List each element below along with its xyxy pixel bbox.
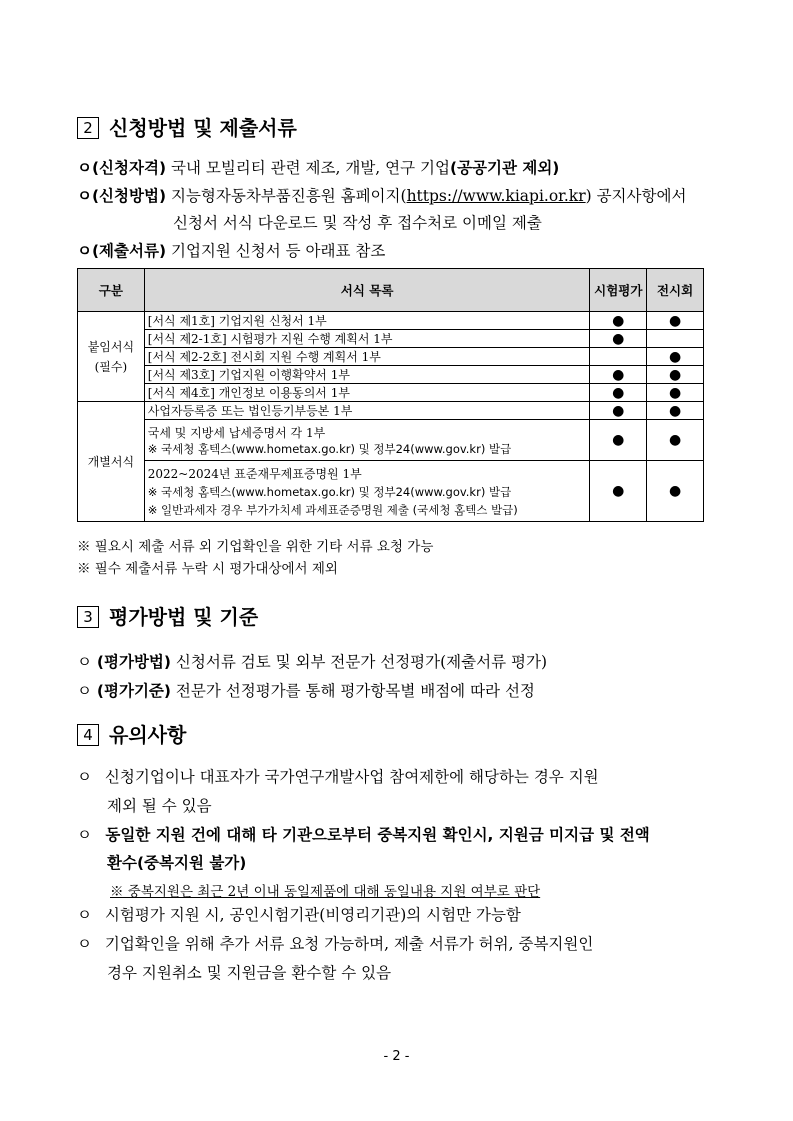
note: ※ 필수 제출서류 누락 시 평가대상에서 제외 (77, 561, 338, 577)
expo-mark: ● (647, 420, 704, 461)
header-category: 구분 (78, 269, 145, 312)
test-mark: ● (590, 312, 647, 330)
caution-text: 동일한 지원 건에 대해 타 기관으로부터 중복지원 확인시, 지원금 미지급 및 전액 (105, 826, 650, 844)
test-mark: ● (590, 461, 647, 522)
table-header-row (78, 269, 704, 312)
table-row (78, 420, 704, 461)
test-mark: ● (590, 384, 647, 402)
table-row (78, 461, 704, 522)
item-label: ㅇ(제출서류) (77, 242, 167, 260)
expo-mark: ● (647, 402, 704, 420)
item-method (77, 184, 686, 206)
item-text-bold: (공공기관 제외) (449, 159, 560, 177)
section-number-box: 4 (77, 724, 99, 746)
doc-note: ※ 국세청 홈텍스(www.hometax.go.kr) 및 정부24(www.gov.kr) 발급 (147, 484, 512, 499)
bullet-icon: ㅇ (77, 653, 92, 671)
bullet-icon: ㅇ (77, 935, 92, 953)
test-mark: ● (590, 366, 647, 384)
section-2-heading (77, 112, 297, 141)
section-title: 평가방법 및 기준 (109, 605, 259, 629)
item-label: (평가기준) (96, 682, 171, 700)
caution-text: 기업확인을 위해 추가 서류 요청 가능하며, 제출 서류가 허위, 중복지원인 (104, 935, 594, 953)
doc-cell (144, 461, 590, 522)
item-text: 신청서류 검토 및 외부 전문가 선정평가(제출서류 평가) (175, 653, 547, 671)
item-label: ㅇ(신청방법) (77, 187, 167, 205)
category-individual: 개별서식 (78, 402, 145, 522)
doc-note: ※ 일반과세자 경우 부가가치세 과세표준증명원 제출 (국세청 홈텍스 발급) (147, 502, 518, 517)
item-label: ㅇ(신청자격) (77, 159, 167, 177)
table-row (78, 384, 704, 402)
item-eval-criteria (77, 679, 535, 701)
category-attached (78, 312, 145, 402)
doc-cell (144, 420, 590, 461)
item-eval-method (77, 650, 547, 672)
caution-text-line2: 환수(중복지원 불가) (107, 854, 247, 872)
test-mark: ● (590, 402, 647, 420)
section-number-box: 2 (77, 117, 99, 139)
doc-cell: [서식 제4호] 개인정보 이용동의서 1부 (144, 384, 590, 402)
item-text: 국내 모빌리티 관련 제조, 개발, 연구 기업 (170, 159, 450, 177)
item-text: 기업지원 신청서 등 아래표 참조 (170, 242, 386, 260)
item-eligibility (77, 156, 559, 178)
table-row (78, 402, 704, 420)
kiapi-link[interactable]: https://www.kiapi.or.kr (406, 187, 586, 205)
doc-cell: 사업자등록증 또는 법인등기부등본 1부 (144, 402, 590, 420)
bullet-icon: ㅇ (77, 682, 92, 700)
bullet-icon: ㅇ (77, 826, 92, 844)
expo-mark: ● (647, 461, 704, 522)
section-title: 유의사항 (109, 723, 187, 747)
caution-text-line2: 경우 지원취소 및 지원금을 환수할 수 있음 (107, 964, 392, 982)
doc-note: ※ 국세청 홈텍스(www.hometax.go.kr) 및 정부24(www.gov.kr) 발급 (147, 441, 512, 456)
documents-table (77, 268, 704, 522)
expo-mark: ● (647, 366, 704, 384)
table-row (78, 312, 704, 330)
section-number-box: 3 (77, 606, 99, 628)
expo-mark (647, 330, 704, 348)
item-documents (77, 239, 385, 261)
table-row (78, 330, 704, 348)
expo-mark: ● (647, 384, 704, 402)
test-mark: ● (590, 330, 647, 348)
doc-cell: [서식 제2-1호] 시험평가 지원 수행 계획서 1부 (144, 330, 590, 348)
header-form-list: 서식 목록 (144, 269, 590, 312)
caution-text: 시험평가 지원 시, 공인시험기관(비영리기관)의 시험만 가능함 (104, 906, 521, 924)
item-text: 전문가 선정평가를 통해 평가항목별 배점에 따라 선정 (175, 682, 535, 700)
doc-cell: [서식 제1호] 기업지원 신청서 1부 (144, 312, 590, 330)
bullet-icon: ㅇ (77, 906, 92, 924)
header-exhibition: 전시회 (647, 269, 704, 312)
caution-text-line2: 제외 될 수 있음 (107, 797, 212, 815)
table-row (78, 348, 704, 366)
expo-mark: ● (647, 348, 704, 366)
section-4-heading (77, 719, 186, 748)
doc-cell: [서식 제2-2호] 전시회 지원 수행 계획서 1부 (144, 348, 590, 366)
note: ※ 필요시 제출 서류 외 기업확인을 위한 기타 서류 요청 가능 (77, 539, 434, 555)
test-mark (590, 348, 647, 366)
test-mark: ● (590, 420, 647, 461)
expo-mark: ● (647, 312, 704, 330)
item-method-line2: 신청서 서식 다운로드 및 작성 후 접수처로 이메일 제출 (173, 214, 542, 232)
item-text: 지능형자동차부품진흥원 홈페이지( (170, 187, 407, 205)
caution-note: ※ 중복지원은 최근 2년 이내 동일제품에 대해 동일내용 지원 여부로 판단 (110, 884, 541, 900)
caution-item (77, 765, 599, 787)
item-text: ) 공지사항에서 (585, 187, 687, 205)
caution-item (77, 903, 521, 925)
doc-text: 2022~2024년 표준재무제표증명원 1부 (147, 466, 362, 481)
bullet-icon: ㅇ (77, 768, 92, 786)
page-number: - 2 - (383, 1049, 410, 1064)
caution-text: 신청기업이나 대표자가 국가연구개발사업 참여제한에 해당하는 경우 지원 (104, 768, 599, 786)
header-test-eval: 시험평가 (590, 269, 647, 312)
caution-item-bold (77, 823, 650, 845)
section-3-heading (77, 601, 258, 630)
section-title: 신청방법 및 제출서류 (109, 116, 297, 140)
doc-cell: [서식 제3호] 기업지원 이행확약서 1부 (144, 366, 590, 384)
category-sub: (필수) (94, 359, 128, 374)
caution-item (77, 932, 593, 954)
category-label: 붙임서식 (87, 339, 135, 354)
doc-text: 국세 및 지방세 납세증명서 각 1부 (147, 425, 326, 440)
item-label: (평가방법) (96, 653, 171, 671)
table-row (78, 366, 704, 384)
